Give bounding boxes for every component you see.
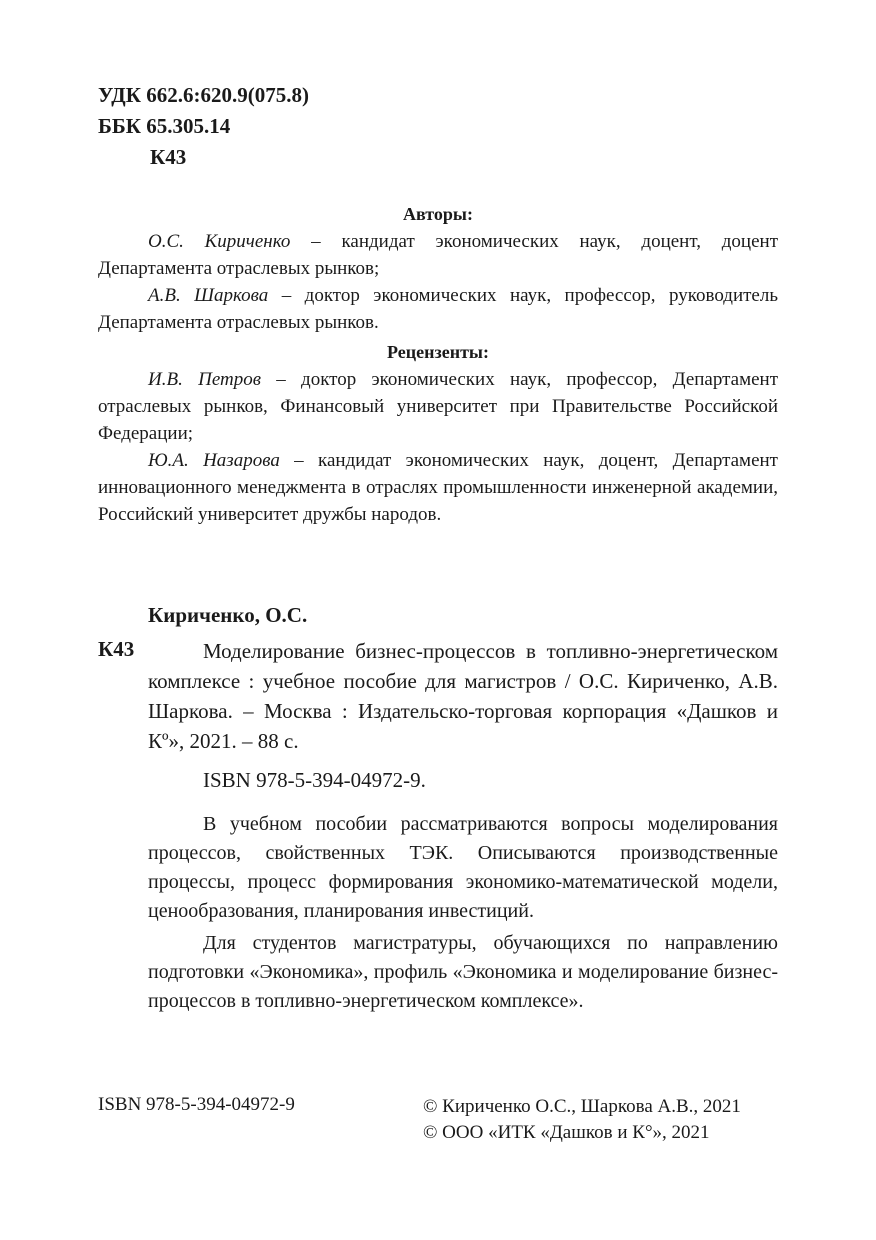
credits-block bbox=[98, 200, 778, 528]
reviewer-entry bbox=[98, 366, 778, 447]
bibliography-description: Моделирование бизнес-процессов в топливно-энергетическом комплексе : учебное пособие для магистров / О.С. Кириченко, А.В. Шаркова. – Москва : Издательско-торговая корпорация «Дашков и Кº», 2021. – 88 с. bbox=[148, 639, 778, 753]
annotation-paragraph: Для студентов магистратуры, обучающихся по направлению подготовки «Экономика», профиль «Экономика и моделирование бизнес-процессов в топливно-энергетическом комплексе». bbox=[148, 932, 778, 1012]
copyright-publisher: © ООО «ИТК «Дашков и К°», 2021 bbox=[423, 1122, 710, 1143]
author-description: – кандидат экономических наук, доцент, доцент Департамента отраслевых рынков; bbox=[98, 231, 778, 279]
author-name: О.С. Кириченко bbox=[148, 231, 291, 252]
copyright-notice bbox=[423, 1094, 741, 1146]
udk-code: УДК 662.6:620.9(075.8) bbox=[98, 83, 309, 107]
classification-codes bbox=[98, 80, 309, 173]
copyright-authors: © Кириченко О.С., Шаркова А.В., 2021 bbox=[423, 1096, 741, 1117]
reviewer-name: Ю.А. Назарова bbox=[148, 450, 280, 471]
reviewer-description: – кандидат экономических наук, доцент, Департамент инновационного менеджмента в отраслях промышленности инженерной академии, Российский университет дружбы народов. bbox=[98, 450, 778, 525]
bbk-code: ББК 65.305.14 bbox=[98, 114, 231, 138]
reviewers-heading: Рецензенты: bbox=[387, 342, 489, 362]
bibliography-author: Кириченко, О.С. bbox=[148, 603, 308, 627]
bibliography-isbn: ISBN 978-5-394-04972-9. bbox=[203, 768, 426, 792]
annotation bbox=[148, 810, 778, 1019]
author-entry bbox=[98, 282, 778, 336]
bibliography-code: К43 bbox=[98, 637, 135, 661]
footer-isbn: ISBN 978-5-394-04972-9 bbox=[98, 1094, 295, 1115]
author-name: А.В. Шаркова bbox=[148, 285, 269, 306]
reviewer-description: – доктор экономических наук, профессор, Департамент отраслевых рынков, Финансовый университет при Правительстве Российской Федерации; bbox=[98, 369, 779, 444]
author-description: – доктор экономических наук, профессор, руководитель Департамента отраслевых рынков. bbox=[98, 285, 779, 333]
author-mark-code: К43 bbox=[150, 145, 187, 169]
reviewer-entry bbox=[98, 447, 778, 528]
reviewer-name: И.В. Петров bbox=[148, 369, 261, 390]
annotation-paragraph: В учебном пособии рассматриваются вопросы моделирования процессов, свойственных ТЭК. Описываются производственные процессы, процесс формирования экономико-математической модели, ценообразования, планирования инвестиций. bbox=[148, 813, 778, 922]
author-entry bbox=[98, 228, 778, 282]
authors-heading: Авторы: bbox=[403, 204, 473, 224]
